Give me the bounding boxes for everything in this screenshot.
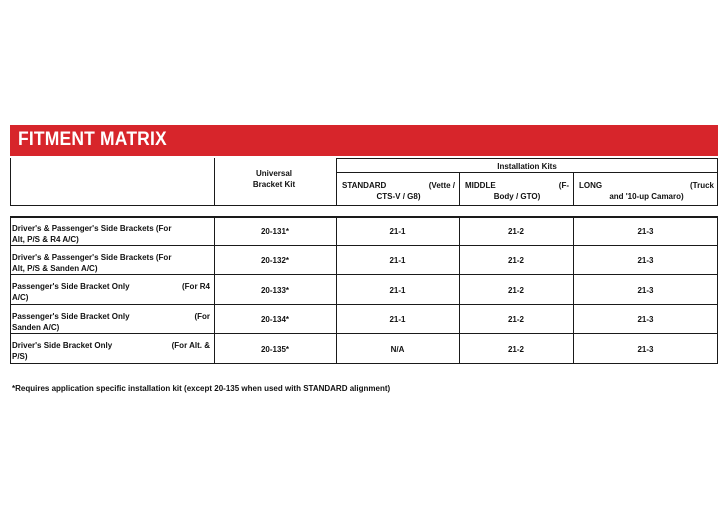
row-1-label-b: Alt, P/S & R4 A/C) (12, 235, 79, 244)
fitment-table (10, 156, 718, 364)
row-5-label-a2: (For Alt. & (171, 341, 210, 350)
row-1-middle: 21-2 (507, 227, 524, 236)
rule-row-4 (10, 333, 718, 334)
row-3-middle: 21-2 (507, 285, 524, 295)
row-4-universal: 20-134* (260, 315, 290, 324)
row-5-standard: N/A (390, 344, 405, 354)
row-4-label (10, 305, 214, 334)
rule-kits-sub (336, 172, 718, 173)
rule-col-right (717, 158, 718, 364)
rule-row-1 (10, 245, 718, 246)
row-2-label-b: Alt, P/S & Sanden A/C) (12, 264, 98, 273)
rule-row-2 (10, 274, 718, 275)
row-4-middle: 21-2 (507, 315, 524, 324)
row-4-long: 21-3 (637, 315, 654, 324)
row-1-label (10, 217, 214, 246)
kit-standard-desc-a: (Vette / (428, 181, 455, 190)
row-2-label (10, 246, 214, 275)
row-3-label-a2: (For R4 (182, 282, 210, 291)
header-body-gap (10, 206, 718, 216)
row-1-long: 21-3 (637, 227, 654, 236)
installation-kits-header: Installation Kits (497, 162, 557, 171)
row-3-standard: 21-1 (389, 285, 406, 295)
row-5-universal: 20-135* (260, 344, 290, 354)
row-4-standard: 21-1 (389, 315, 406, 324)
row-2-label-a: Driver's & Passenger's Side Brackets (For (12, 253, 172, 262)
rule-col-standard (336, 158, 337, 364)
fitment-matrix-banner (10, 125, 718, 156)
row-5-middle: 21-2 (507, 344, 524, 354)
row-2-universal: 20-132* (260, 256, 290, 265)
rule-col-long (573, 172, 574, 364)
row-2-standard: 21-1 (389, 256, 406, 265)
row-1-universal: 20-131* (260, 227, 290, 236)
row-5-label-b: P/S) (12, 352, 28, 361)
row-3-label-a: Passenger's Side Bracket Only (12, 282, 130, 291)
row-5-long: 21-3 (637, 344, 654, 354)
rule-col-left (10, 158, 11, 364)
kit-middle-desc-a: (F- (558, 181, 569, 190)
universal-header-line-1: Universal (255, 169, 293, 178)
row-5-label-a: Driver's Side Bracket Only (12, 341, 113, 350)
rule-body-top (10, 216, 718, 218)
row-3-universal: 20-133* (260, 285, 290, 295)
row-5-label (10, 334, 214, 364)
rule-row-3 (10, 304, 718, 305)
kit-long-desc-a: (Truck (689, 181, 714, 190)
footnote: *Requires application specific installation kit (except 20-135 when used with STANDARD alignment) (12, 384, 391, 393)
row-2-long: 21-3 (637, 256, 654, 265)
kit-standard-desc-b: CTS-V / G8) (376, 192, 421, 201)
row-4-label-a2: (For (194, 312, 210, 321)
universal-header-line-2: Bracket Kit (252, 180, 296, 189)
kit-middle-header (459, 168, 573, 202)
rule-table-bottom (10, 363, 718, 364)
kit-long-desc-b: and '10-up Camaro) (609, 192, 684, 201)
rule-col-middle (459, 172, 460, 364)
row-4-label-a: Passenger's Side Bracket Only (12, 312, 130, 321)
row-3-long: 21-3 (637, 285, 654, 295)
row-1-standard: 21-1 (389, 227, 406, 236)
kit-middle-desc-b: Body / GTO) (493, 192, 541, 201)
kit-standard-header (336, 168, 459, 202)
rule-kits-top (336, 158, 718, 159)
row-2-middle: 21-2 (507, 256, 524, 265)
row-3-label-b: A/C) (12, 293, 29, 302)
row-3-label (10, 275, 214, 305)
banner-title: FITMENT MATRIX (18, 129, 167, 150)
kit-long-name: LONG (579, 181, 603, 190)
universal-header (214, 168, 334, 190)
row-4-label-b: Sanden A/C) (12, 323, 60, 332)
kit-standard-name: STANDARD (342, 181, 387, 190)
kit-long-header (573, 168, 718, 202)
kit-middle-name: MIDDLE (465, 181, 496, 190)
row-1-label-a: Driver's & Passenger's Side Brackets (For (12, 224, 172, 233)
rule-col-universal (214, 158, 215, 364)
